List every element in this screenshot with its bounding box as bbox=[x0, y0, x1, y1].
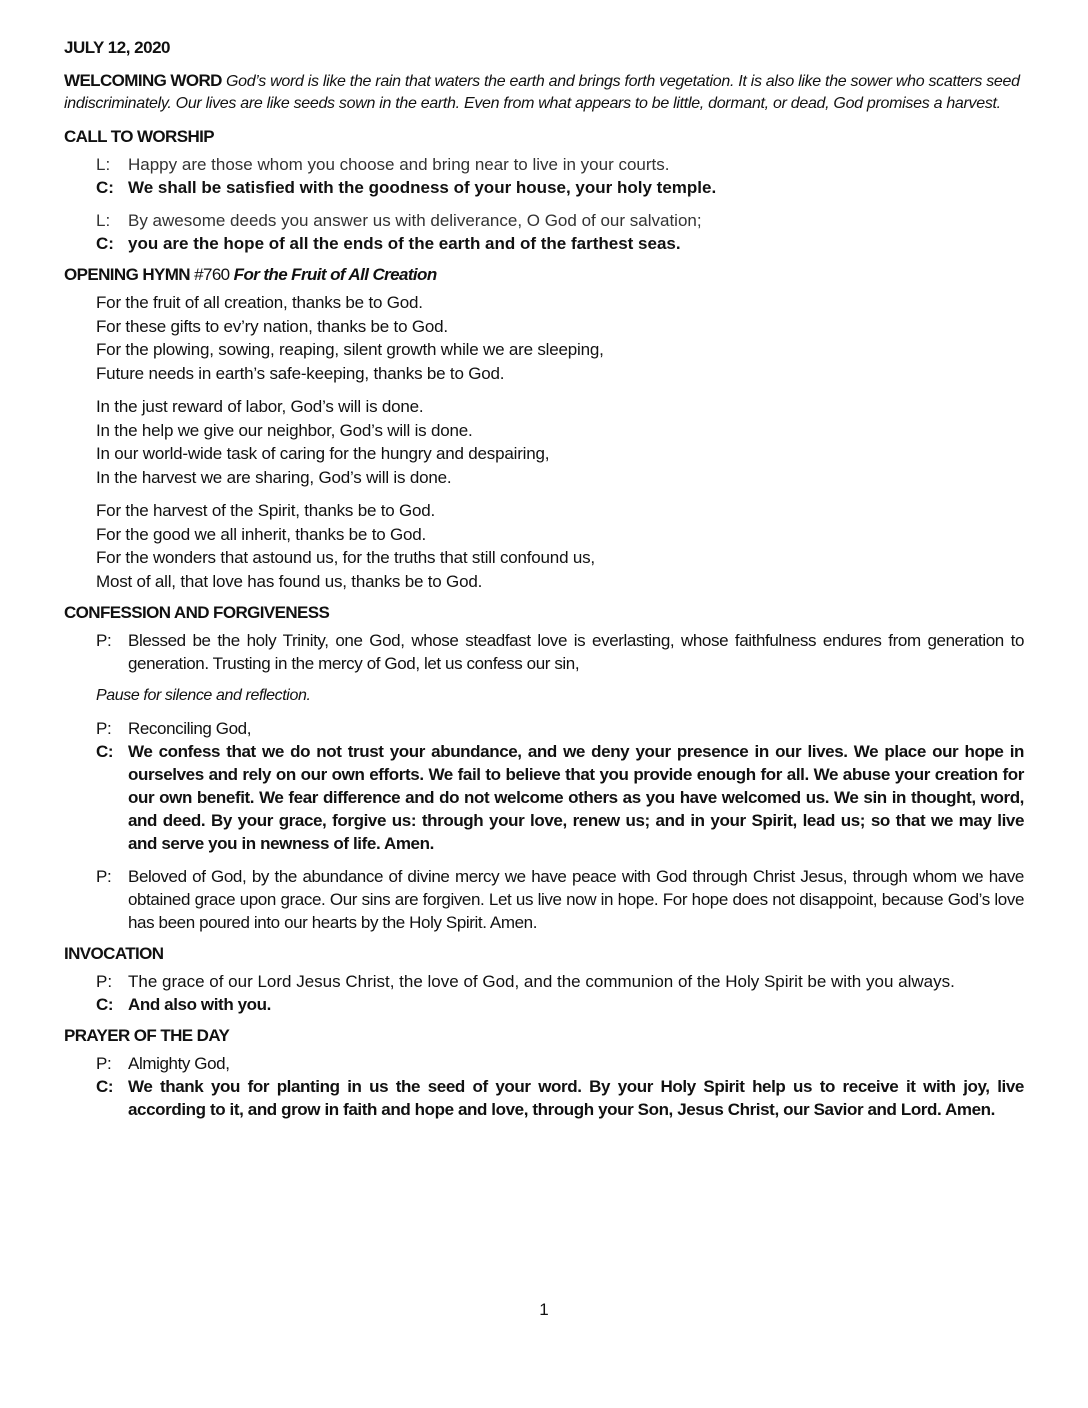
welcoming-word-text: God’s word is like the rain that waters the earth and brings forth vegetation. It is also like the sower who scatters seed indiscriminately. Our lives are like seeds sown in the earth. Even from what appears to be little, dormant, or dead, God promises a harvest. bbox=[64, 73, 1020, 112]
hymn-line: For the harvest of the Spirit, thanks be to God. bbox=[96, 501, 436, 520]
speaker-label: L: bbox=[96, 155, 111, 174]
hymn-stanza bbox=[96, 395, 1024, 489]
line-text: And also with you. bbox=[128, 995, 271, 1014]
prayer-of-the-day-section bbox=[64, 1026, 1024, 1121]
hymn-stanza bbox=[96, 499, 1024, 593]
hymn-line: Future needs in earth’s safe-keeping, thanks be to God. bbox=[96, 363, 505, 383]
hymn-line: For these gifts to ev’ry nation, thanks be to God. bbox=[96, 316, 448, 336]
congregation-line bbox=[64, 176, 1024, 199]
speaker-label: P: bbox=[96, 1054, 112, 1073]
line-text: We confess that we do not trust your abundance, and we deny your presence in our lives. We place our hope in ourselves and rely on our own efforts. We fail to believe that you provide enough for all. We abuse your creation for our own benefit. We fear difference and do not welcome others as you have welcomed us. We sin in thought, word, and deed. By your grace, forgive us: through your love, renew us; and in your Spirit, lead us; so that we may live and serve you in newness of life. Amen. bbox=[128, 742, 1024, 853]
pastor-line bbox=[64, 629, 1024, 675]
welcoming-word bbox=[64, 70, 1024, 115]
confession-section bbox=[64, 603, 1024, 934]
rubric: Pause for silence and reflection. bbox=[96, 687, 311, 704]
service-date: JULY 12, 2020 bbox=[64, 38, 170, 57]
confession-heading: CONFESSION AND FORGIVENESS bbox=[64, 603, 330, 622]
line-text: Blessed be the holy Trinity, one God, whose steadfast love is everlasting, whose faithfulness endures from generation to generation. Trusting in the mercy of God, let us confess our sin, bbox=[128, 631, 1024, 673]
welcoming-word-label: WELCOMING WORD bbox=[64, 71, 222, 90]
pastor-line bbox=[64, 865, 1024, 934]
speaker-label: P: bbox=[96, 867, 112, 886]
speaker-label: C: bbox=[96, 178, 114, 197]
prayer-of-the-day-heading: PRAYER OF THE DAY bbox=[64, 1026, 230, 1045]
hymn-stanza bbox=[96, 291, 1024, 385]
pastor-line bbox=[64, 970, 1024, 993]
leader-line bbox=[64, 209, 1024, 232]
pastor-line bbox=[64, 1052, 1024, 1075]
speaker-label: L: bbox=[96, 211, 111, 230]
hymn-line: In the help we give our neighbor, God’s will is done. bbox=[96, 420, 473, 440]
opening-hymn-label: OPENING HYMN bbox=[64, 265, 190, 284]
congregation-line bbox=[64, 232, 1024, 255]
line-text: We shall be satisfied with the goodness of your house, your holy temple. bbox=[128, 178, 717, 197]
hymn-line: For the plowing, sowing, reaping, silent growth while we are sleeping, bbox=[96, 340, 604, 359]
hymn-line: For the fruit of all creation, thanks be to God. bbox=[96, 293, 423, 312]
hymn-line: In the harvest we are sharing, God’s will is done. bbox=[96, 467, 452, 487]
congregation-line bbox=[64, 1075, 1024, 1121]
line-text: The grace of our Lord Jesus Christ, the love of God, and the communion of the Holy Spirit be with you always. bbox=[128, 972, 955, 991]
speaker-label: P: bbox=[96, 719, 112, 738]
call-to-worship-heading: CALL TO WORSHIP bbox=[64, 127, 214, 146]
congregation-line bbox=[64, 740, 1024, 855]
line-text: Reconciling God, bbox=[128, 719, 252, 738]
line-text: Beloved of God, by the abundance of divine mercy we have peace with God through Christ Jesus, through whom we have obtained grace upon grace. Our sins are forgiven. Let us live now in hope. For hope does not disappoint, because God’s love has been poured into our hearts by the Holy Spirit. Amen. bbox=[128, 867, 1024, 932]
bulletin-page bbox=[64, 38, 1024, 1131]
hymn-text bbox=[64, 291, 1024, 593]
opening-hymn-section bbox=[64, 265, 1024, 593]
hymn-line: In the just reward of labor, God’s will is done. bbox=[96, 397, 424, 416]
pastor-line bbox=[64, 717, 1024, 740]
page-number: 1 bbox=[539, 1300, 549, 1319]
leader-line bbox=[64, 153, 1024, 176]
line-text: By awesome deeds you answer us with deliverance, O God of our salvation; bbox=[128, 211, 702, 230]
hymn-line: For the good we all inherit, thanks be to God. bbox=[96, 524, 427, 544]
speaker-label: C: bbox=[96, 995, 114, 1014]
opening-hymn-heading bbox=[64, 265, 1024, 285]
hymn-line: For the wonders that astound us, for the truths that still confound us, bbox=[96, 548, 595, 567]
speaker-label: P: bbox=[96, 631, 112, 650]
invocation-heading: INVOCATION bbox=[64, 944, 164, 963]
speaker-label: C: bbox=[96, 234, 114, 253]
hymn-number: #760 bbox=[194, 265, 230, 284]
line-text: Happy are those whom you choose and bring near to live in your courts. bbox=[128, 155, 670, 174]
line-text: We thank you for planting in us the seed of your word. By your Holy Spirit help us to receive it with joy, live according to it, and grow in faith and hope and love, through your Son, Jesus Christ, our Savior and Lord. Amen. bbox=[128, 1077, 1024, 1119]
invocation-section bbox=[64, 944, 1024, 1016]
line-text: Almighty God, bbox=[128, 1054, 230, 1073]
congregation-line bbox=[64, 993, 1024, 1016]
hymn-line: Most of all, that love has found us, thanks be to God. bbox=[96, 571, 483, 591]
speaker-label: C: bbox=[96, 742, 114, 761]
hymn-line: In our world-wide task of caring for the hungry and despairing, bbox=[96, 444, 550, 463]
line-text: you are the hope of all the ends of the earth and of the farthest seas. bbox=[128, 234, 681, 253]
speaker-label: P: bbox=[96, 972, 113, 991]
call-to-worship-section bbox=[64, 127, 1024, 255]
hymn-title: For the Fruit of All Creation bbox=[233, 265, 437, 284]
speaker-label: C: bbox=[96, 1077, 114, 1096]
